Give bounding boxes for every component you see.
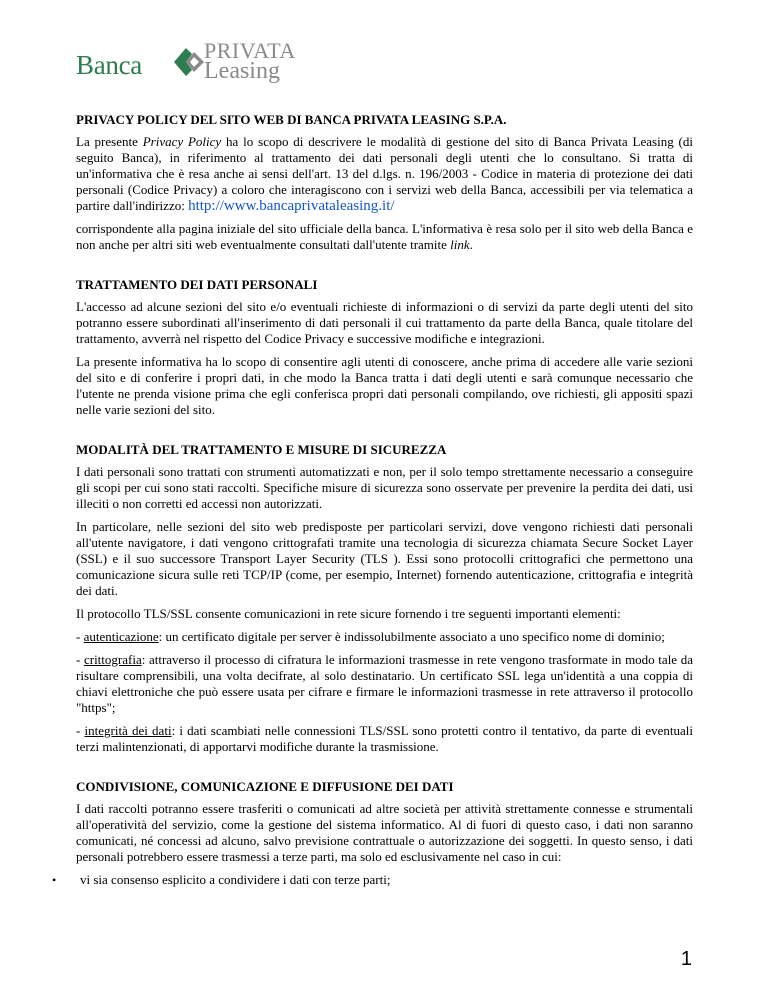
document-title: PRIVACY POLICY DEL SITO WEB DI BANCA PRIVATA LEASING S.P.A. [76,112,507,127]
section1-paragraph-2: La presente informativa ha lo scopo di consentire agli utenti di conoscere, anche prima di accedere alle varie sezioni del sito e di conferire i propri dati, in che modo la Banca tratta i dati degli utenti e sarà comunque necessario che l'utente ne prenda visione prima che egli conferisca propri dati personali compilando, ove richiesti, gli appositi spazi nelle varie sezioni del sito. [76,354,693,417]
section-heading-trattamento: TRATTAMENTO DEI DATI PERSONALI [76,277,318,292]
text-autenticazione: : un certificato digitale per server è indissolubilmente associato a uno specifico nome di dominio; [158,629,665,644]
page-number: 1 [680,948,692,970]
logo-privata-text: PRIVATA [204,38,296,63]
section-heading-condivisione: CONDIVISIONE, COMUNICAZIONE E DIFFUSIONE DEI DATI [76,779,454,794]
item-crittografia [76,652,693,716]
condition-list [76,872,693,888]
text-integrita: : i dati scambiati nelle connessioni TLS/SSL sono protetti contro il tentativo, da parte di eventuali terzi malintenzionati, di apportarvi modifiche durante la trasmissione. [76,723,693,754]
intro-text-a: La presente [76,134,143,149]
intro-paragraph [76,134,693,214]
dash: - [76,629,84,644]
section-heading-sicurezza: MODALITÀ DEL TRATTAMENTO E MISURE DI SICUREZZA [76,442,447,457]
logo-leasing-text: Leasing [204,58,280,84]
text-crittografia: : attraverso il processo di cifratura le informazioni trasmesse in rete vengono trasformate in modo tale da risultare comprensibili, una volta decifrate, al solo destinatario. Un certificato SSL lega un'identità a una coppia di chiavi elettroniche che può essere usata per cifrare e firmare le informazioni trasmesse in rete attraverso il protocollo "https"; [76,652,693,715]
term-crittografia: crittografia [83,652,142,667]
logo-diamond-icon [172,42,206,82]
intro2-emphasis: link [450,237,470,252]
intro2-text-b: . [469,237,473,252]
intro-emphasis: Privacy Policy [142,134,222,149]
item-integrita [76,723,693,755]
term-autenticazione: autenticazione [83,629,159,644]
item-autenticazione [76,629,693,645]
site-url-link[interactable]: http://www.bancaprivataleasing.it/ [188,198,395,214]
term-integrita: integrità dei dati [84,723,172,738]
intro2-text-a: corrispondente alla pagina iniziale del sito ufficiale della banca. L'informativa è resa solo per il sito web della Banca e non anche per altri siti web eventualmente consultati dall'utente tramite [76,221,693,252]
dash: - [76,652,84,667]
intro-paragraph-2 [76,221,693,253]
section3-paragraph-1: I dati raccolti potranno essere trasferiti o comunicati ad altre società per attività strettamente connesse e strumentali all'operatività del servizio, come la gestione del sistema informatico. Al di fuori di questo caso, i dati non saranno comunicati, né concessi ad alcuno, salvo previsione contrattuale o autorizzazione dei soggetti. In questo senso, i dati personali potrebbero essere trasmessi a terze parti, ma solo ed esclusivamente nel caso in cui: [76,801,693,864]
intro-text-b: ha lo scopo di descrivere le modalità di gestione del sito di Banca Privata Leasing (di seguito Banca), in riferimento al trattamento dei dati personali degli utenti che lo consultano. Si tratta di un'informativa che è resa anche ai sensi dell'art. 13 del d.lgs. n. 196/2003 - Codice in materia di protezione dei dati personali (Codice Privacy) a coloro che interagiscono con i servizi web della Banca, accessibili per via telematica a partire dall'indirizzo: [76,134,693,213]
list-item: • vi sia consenso esplicito a condividere i dati con terze parti; [52,872,693,888]
bank-logo [76,40,316,86]
logo-banca-text: Banca [76,50,142,80]
dash: - [76,723,85,738]
section2-paragraph-1: I dati personali sono trattati con strumenti automatizzati e non, per il solo tempo strettamente necessario a conseguire gli scopi per cui sono stati raccolti. Specifiche misure di sicurezza sono osservate per prevenire la perdita dei dati, usi illeciti o non corretti ed accessi non autorizzati. [76,464,693,511]
section2-paragraph-2: In particolare, nelle sezioni del sito web predisposte per particolari servizi, dove vengono richiesti dati personali all'utente navigatore, i dati vengono crittografati tramite una tecnologia di sicurezza chiamata Secure Socket Layer (SSL) e il suo successore Transport Layer Security (TLS ). Essi sono protocolli crittografici che permettono una comunicazione sicura sulle reti TCP/IP (come, per esempio, Internet) fornendo autenticazione, crittografia e integrità dei dati. [76,519,693,598]
section1-paragraph-1: L'accesso ad alcune sezioni del sito e/o eventuali richieste di informazioni o di servizi da parte degli utenti del sito potranno essere subordinati all'inserimento di dati personali il cui trattamento da parte della Banca, quale titolare del trattamento, avverrà nel rispetto del Codice Privacy e successive modifiche e integrazioni. [76,299,693,346]
section2-paragraph-3: Il protocollo TLS/SSL consente comunicazioni in rete sicure fornendo i tre seguenti importanti elementi: [76,606,621,621]
document-body [76,106,693,888]
